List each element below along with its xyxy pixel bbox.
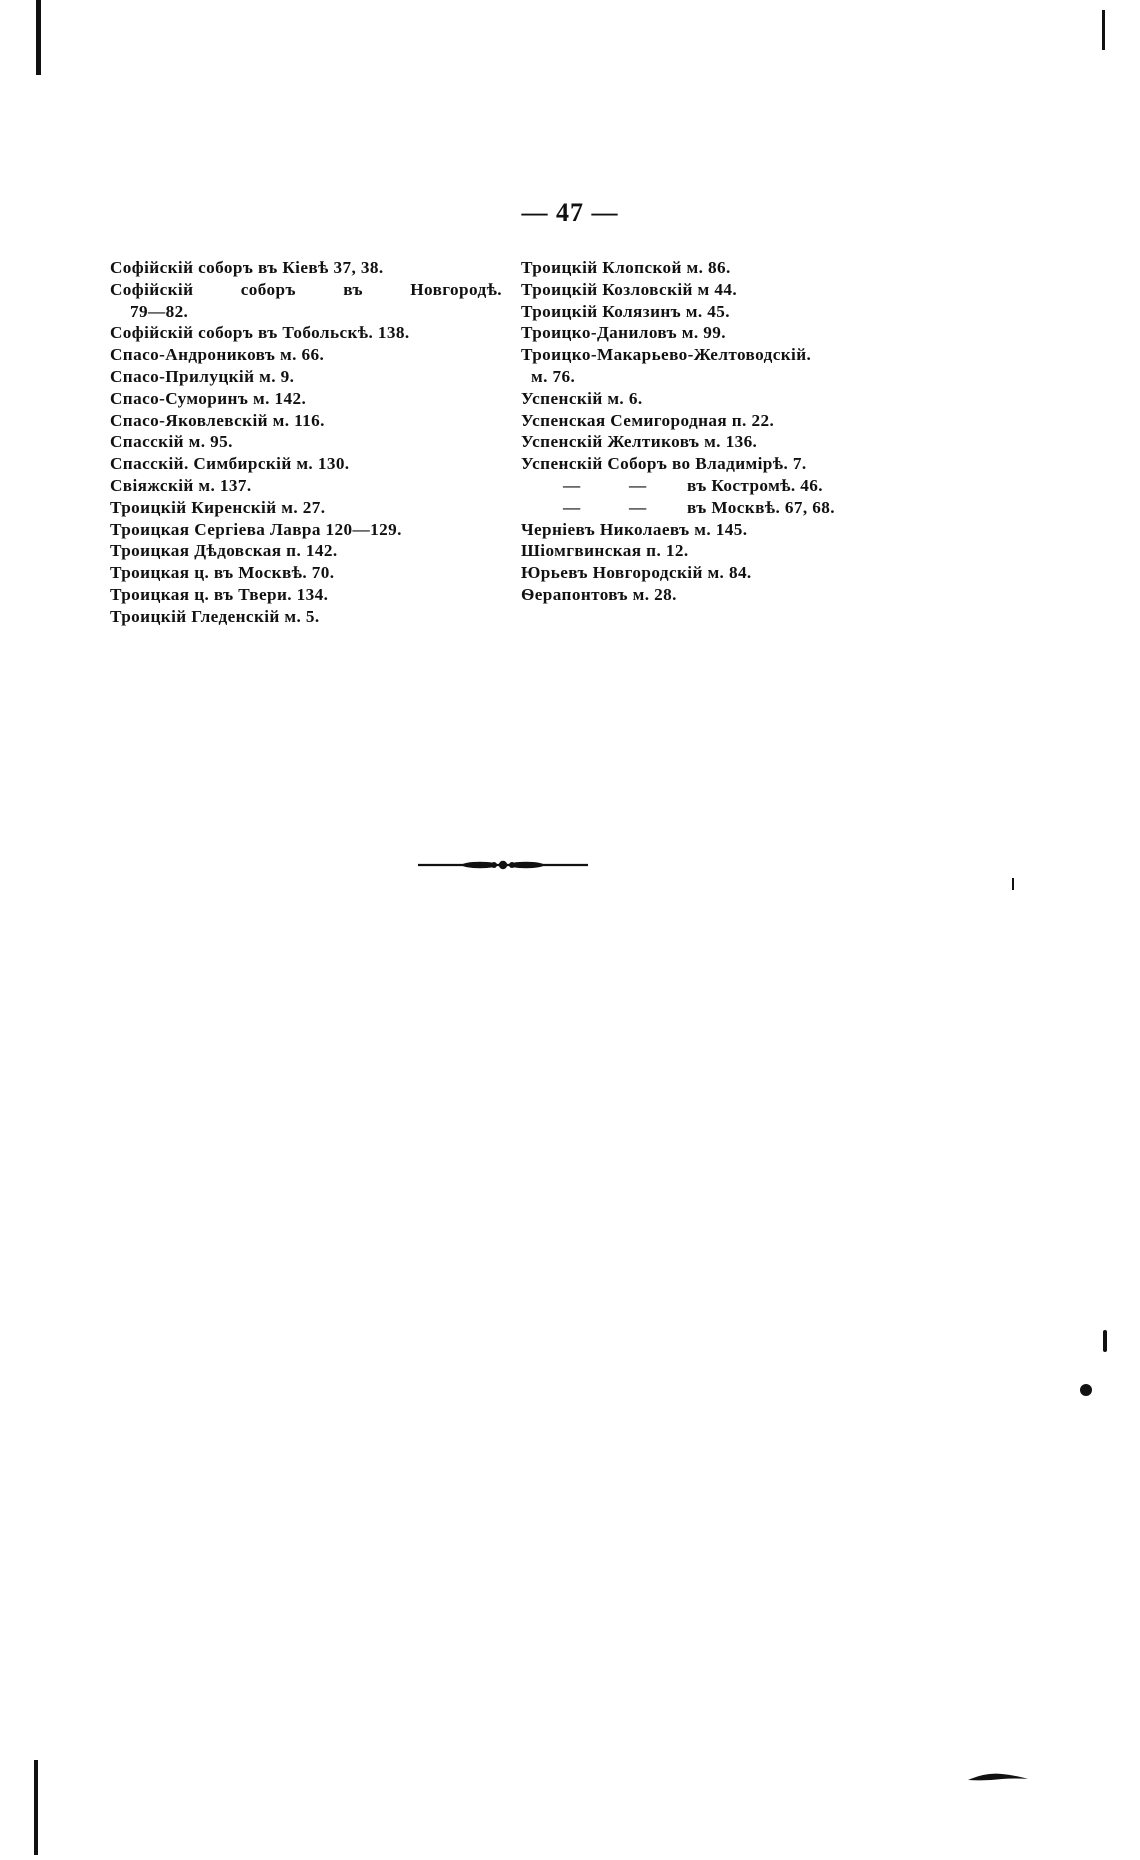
index-entry: Шіомгвинская п. 12.	[521, 541, 689, 561]
ditto-mark: —	[629, 497, 647, 517]
index-entry: Троицкій Киренскій м. 27.	[110, 497, 326, 517]
index-entry	[521, 497, 901, 519]
scan-speck	[1103, 1330, 1107, 1352]
index-entry-word: Софійскій	[110, 279, 194, 299]
index-column-right	[521, 257, 901, 606]
index-entry: Спасо-Андрониковъ м. 66.	[110, 345, 325, 365]
scan-speck	[1080, 1384, 1092, 1396]
index-entry: Спасо-Прилуцкій м. 9.	[110, 366, 295, 386]
index-entry-word: въ	[343, 279, 363, 299]
index-entry: Успенскій Желтиковъ м. 136.	[521, 432, 758, 452]
scan-edge-mark	[34, 1760, 38, 1855]
index-entry: Троицкая Дѣдовская п. 142.	[110, 541, 338, 561]
index-entry: Успенскій Соборъ во Владимірѣ. 7.	[521, 454, 807, 474]
index-entry-text: въ Москвѣ. 67, 68.	[687, 497, 835, 517]
index-entry	[521, 475, 901, 497]
ditto-mark: —	[563, 475, 581, 495]
index-entry	[110, 279, 502, 301]
index-entry: Черніевъ Николаевъ м. 145.	[521, 519, 748, 539]
ditto-mark: —	[629, 475, 647, 495]
index-entry: Свіяжскій м. 137.	[110, 475, 252, 495]
index-entry: Троицко-Даниловъ м. 99.	[521, 323, 726, 343]
index-entry: Спасскій м. 95.	[110, 432, 233, 452]
index-entry: 79—82.	[130, 301, 189, 321]
index-entry: Троицкій Клопской м. 86.	[521, 258, 731, 277]
scan-speck	[1012, 878, 1014, 890]
index-entry-word: Новгородѣ.	[410, 279, 502, 299]
ditto-mark: —	[563, 497, 581, 517]
index-entry: Троицкій Колязинъ м. 45.	[521, 301, 730, 321]
index-entry: Софійскій соборъ въ Тобольскѣ. 138.	[110, 323, 410, 343]
index-entry: Успенскій м. 6.	[521, 388, 643, 408]
index-entry: Ѳерапонтовъ м. 28.	[521, 584, 677, 604]
index-entry-word: соборъ	[240, 279, 296, 299]
index-entry: Троицко-Макарьево-Желтоводскій.	[521, 345, 812, 365]
index-column-left	[110, 257, 502, 628]
index-entry: Троицкій Козловскій м 44.	[521, 279, 738, 299]
index-entry: м. 76.	[531, 366, 576, 386]
index-entry: Юрьевъ Новгородскій м. 84.	[521, 563, 752, 583]
index-entry-text: въ Костромѣ. 46.	[687, 475, 823, 495]
scan-edge-mark	[36, 0, 41, 75]
ornamental-flourish-icon	[968, 1770, 1028, 1786]
index-entry: Софійскій соборъ въ Кіевѣ 37, 38.	[110, 258, 384, 277]
index-entry: Спасо-Яковлевскій м. 116.	[110, 410, 325, 430]
index-entry: Спасо-Суморинъ м. 142.	[110, 388, 307, 408]
index-entry: Успенская Семигородная п. 22.	[521, 410, 775, 430]
index-entry: Троицкій Гледенскій м. 5.	[110, 606, 320, 626]
index-entry: Троицкая Сергіева Лавра 120—129.	[110, 519, 402, 539]
scan-speck	[1102, 10, 1105, 50]
index-entry: Спасскій. Симбирскій м. 130.	[110, 454, 350, 474]
index-entry: Троицкая ц. въ Москвѣ. 70.	[110, 563, 335, 583]
page-number: — 47 —	[521, 198, 619, 227]
ornamental-rule-icon	[418, 854, 588, 876]
index-entry: Троицкая ц. въ Твери. 134.	[110, 584, 329, 604]
